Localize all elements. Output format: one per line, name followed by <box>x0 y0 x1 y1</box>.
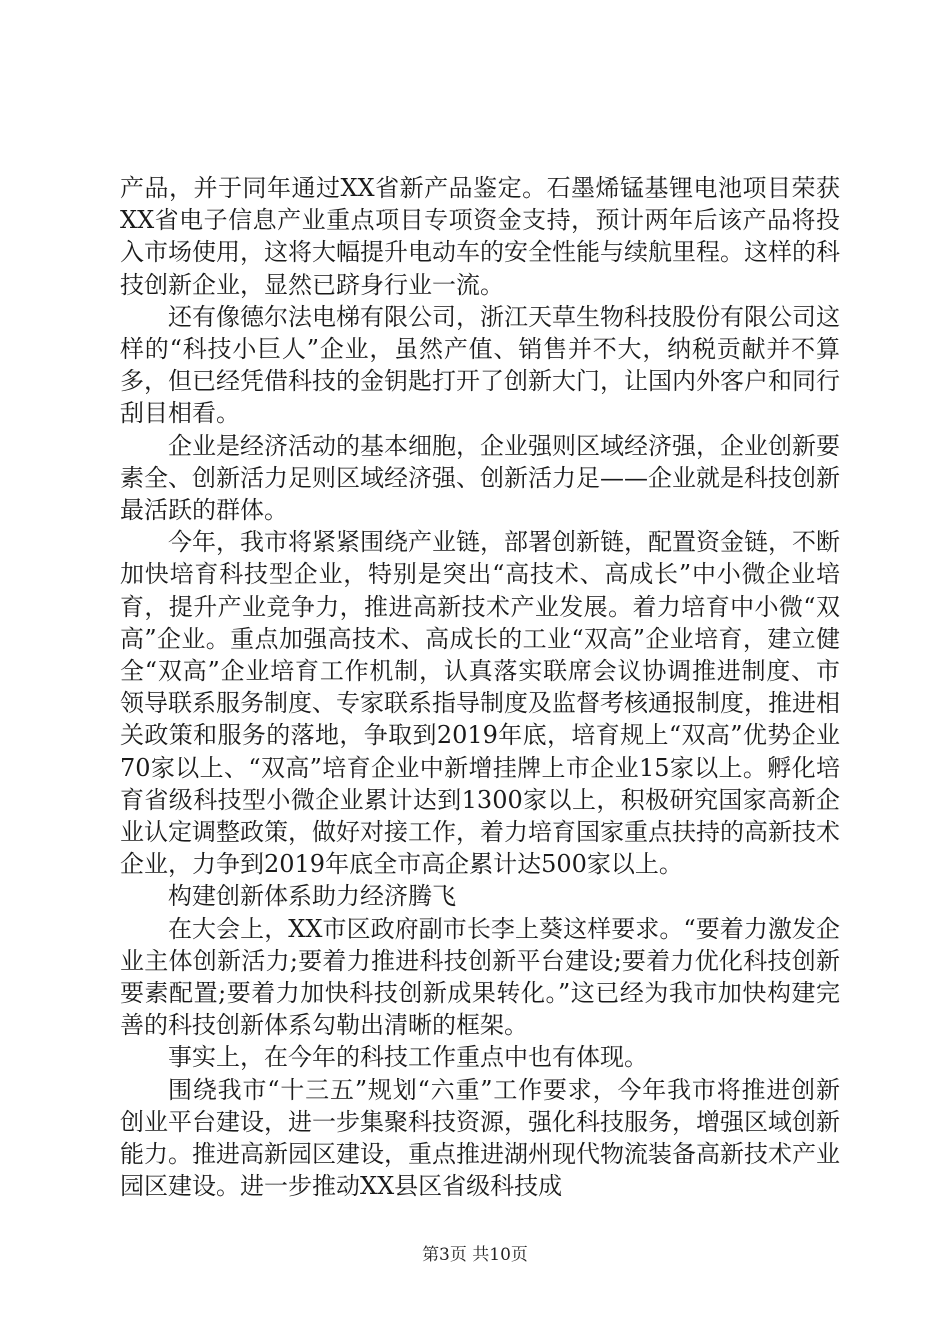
paragraph-7: 围绕我市“十三五”规划“六重”工作要求，今年我市将推进创新创业平台建设，进一步集聚科技资源，强化科技服务，增强区域创新能力。推进高新园区建设，重点推进湖州现代物流装备高新技术产业园区建设。进一步推动XX县区省级科技成 <box>120 1075 840 1201</box>
paragraph-6: 事实上，在今年的科技工作重点中也有体现。 <box>168 1043 648 1072</box>
paragraph-3: 企业是经济活动的基本细胞，企业强则区域经济强，企业创新要素全、创新活力足则区域经济强、创新活力足——企业就是科技创新最活跃的群体。 <box>120 431 840 525</box>
document-body <box>120 172 840 1203</box>
paragraph-2: 还有像德尔法电梯有限公司，浙江天草生物科技股份有限公司这样的“科技小巨人”企业，虽然产值、销售并不大，纳税贡献并不算多，但已经凭借科技的金钥匙打开了创新大门，让国内外客户和同行刮目相看。 <box>120 302 840 428</box>
page-number-label: 第3页 共10页 <box>422 1245 528 1265</box>
section-heading: 构建创新体系助力经济腾飞 <box>168 882 456 911</box>
paragraph-5: 在大会上，XX市区政府副市长李上葵这样要求。“要着力激发企业主体创新活力;要着力推进科技创新平台建设;要着力优化科技创新要素配置;要着力加快科技创新成果转化。”这已经为我市加快构建完善的科技创新体系勾勒出清晰的框架。 <box>120 914 840 1040</box>
paragraph-1: 产品，并于同年通过XX省新产品鉴定。石墨烯锰基锂电池项目荣获XX省电子信息产业重点项目专项资金支持，预计两年后该产品将投入市场使用，这将大幅提升电动车的安全性能与续航里程。这样的科技创新企业，显然已跻身行业一流。 <box>120 174 840 299</box>
page-footer <box>0 1240 950 1265</box>
paragraph-4: 今年，我市将紧紧围绕产业链，部署创新链，配置资金链，不断加快培育科技型企业，特别是突出“高技术、高成长”中小微企业培育，提升产业竞争力，推进高新技术产业发展。着力培育中小微“双高”企业。重点加强高技术、高成长的工业“双高”企业培育，建立健全“双高”企业培育工作机制，认真落实联席会议协调推进制度、市领导联系服务制度、专家联系指导制度及监督考核通报制度，推进相关政策和服务的落地，争取到2019年底，培育规上“双高”优势企业70家以上、“双高”培育企业中新增挂牌上市企业15家以上。孵化培育省级科技型小微企业累计达到1300家以上，积极研究国家高新企业认定调整政策，做好对接工作，着力培育国家重点扶持的高新技术企业，力争到2019年底全市高企累计达500家以上。 <box>120 528 840 879</box>
